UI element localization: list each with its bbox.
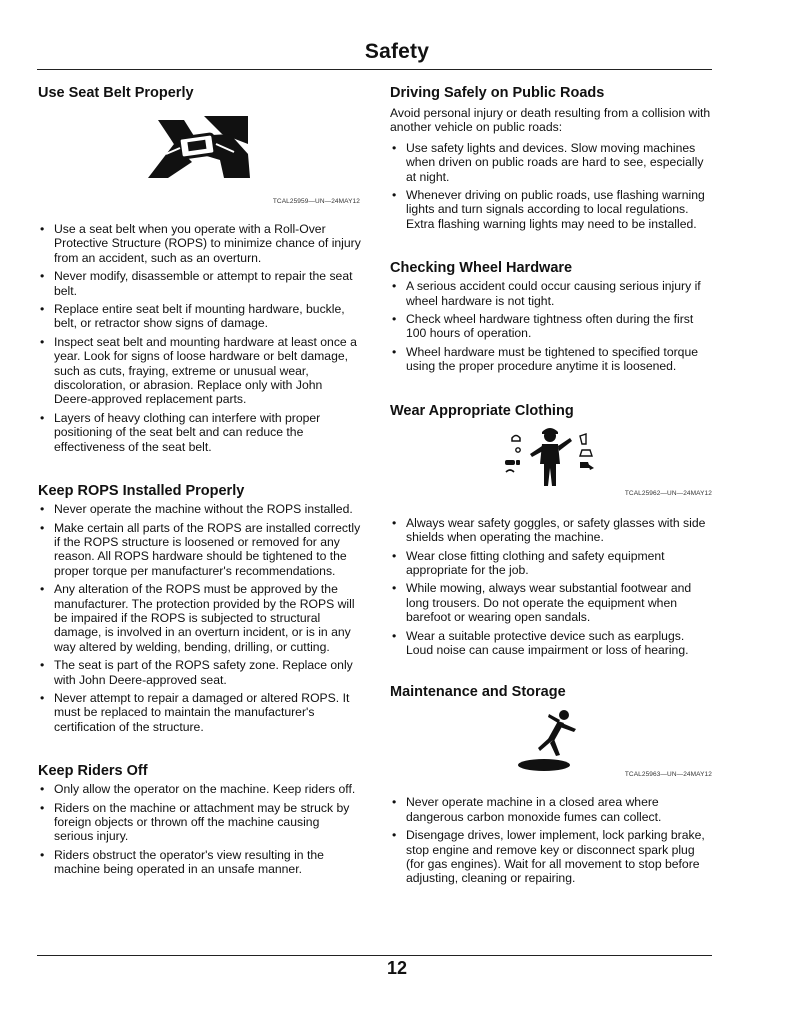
clothing-section bbox=[390, 402, 714, 658]
seat-belt-figure-code: TCAL25959—UN—24MAY12 bbox=[272, 198, 360, 205]
slip-hazard-icon bbox=[514, 707, 584, 773]
list-item: • Replace entire seat belt if mounting hardware, buckle, belt, or retractor show signs of damage. bbox=[38, 302, 362, 331]
public-roads-list bbox=[390, 141, 714, 231]
riders-section bbox=[38, 762, 362, 876]
list-item: • Never operate machine in a closed area where dangerous carbon monoxide fumes can collect. bbox=[390, 795, 714, 824]
maintenance-figure-code: TCAL25963—UN—24MAY12 bbox=[624, 771, 712, 779]
list-item: • Never attempt to repair a damaged or altered ROPS. It must be replaced to maintain the manufacturer's certification of the structure. bbox=[38, 691, 362, 734]
page-number: 12 bbox=[386, 958, 408, 978]
wheel-hardware-list bbox=[390, 279, 714, 373]
list-item: • Riders obstruct the operator's view resulting in the machine being operated in an unsafe manner. bbox=[38, 848, 362, 877]
riders-heading: Keep Riders Off bbox=[38, 763, 148, 780]
right-column bbox=[390, 84, 714, 890]
list-item: • Never operate the machine without the ROPS installed. bbox=[38, 502, 362, 516]
list-item: • Make certain all parts of the ROPS are installed correctly if the ROPS structure is loosened or removed for any reason. All ROPS hardware should be tightened to the proper torque per manufacturer's recommendations. bbox=[38, 521, 362, 579]
seat-belt-heading: Use Seat Belt Properly bbox=[38, 85, 194, 101]
rops-section bbox=[38, 482, 362, 734]
list-item: • A serious accident could occur causing serious injury if wheel hardware is not tight. bbox=[390, 279, 714, 308]
clothing-figure-code: TCAL25962—UN—24MAY12 bbox=[624, 489, 712, 497]
seat-belt-figure bbox=[38, 102, 362, 206]
list-item: • Wheel hardware must be tightened to specified torque using the proper procedure anytime it is loosened. bbox=[390, 345, 714, 374]
left-column bbox=[38, 84, 362, 881]
list-item: • Never modify, disassemble or attempt to repair the seat belt. bbox=[38, 269, 362, 298]
list-item: • Wear a suitable protective device such as earplugs. Loud noise can cause impairment or loss of hearing. bbox=[390, 629, 714, 658]
clothing-figure bbox=[390, 420, 714, 500]
public-roads-heading: Driving Safely on Public Roads bbox=[390, 85, 605, 101]
footer-rule bbox=[37, 955, 712, 956]
list-item: • While mowing, always wear substantial footwear and long trousers. Do not operate the equipment when barefoot or wearing open sandals. bbox=[390, 581, 714, 624]
page-title: Safety bbox=[364, 40, 430, 63]
header-rule bbox=[37, 69, 712, 70]
list-item: • Whenever driving on public roads, use flashing warning lights and turn signals according to local regulations. Extra flashing warning lights may need to be installed. bbox=[390, 188, 714, 231]
wheel-hardware-section bbox=[390, 259, 714, 373]
seat-belt-icon bbox=[144, 114, 254, 182]
list-item: • Riders on the machine or attachment may be struck by foreign objects or thrown off the machine causing serious injury. bbox=[38, 801, 362, 844]
list-item: • Use a seat belt when you operate with a Roll-Over Protective Structure (ROPS) to minimize chance of injury from an accident, such as an overturn. bbox=[38, 222, 362, 265]
riders-list bbox=[38, 782, 362, 876]
maintenance-list bbox=[390, 795, 714, 885]
public-roads-intro: Avoid personal injury or death resulting from a collision with another vehicle on public roads: bbox=[390, 106, 711, 135]
list-item: • Wear close fitting clothing and safety equipment appropriate for the job. bbox=[390, 549, 714, 578]
wheel-hardware-heading: Checking Wheel Hardware bbox=[390, 260, 573, 277]
list-item: • Any alteration of the ROPS must be approved by the manufacturer. The protection provided by the ROPS will be impaired if the ROPS is subjected to structural damage, is involved in an overturn incident, or is in any way altered by welding, bending, drilling, or cutting. bbox=[38, 582, 362, 654]
list-item: • Use safety lights and devices. Slow moving machines when driven on public roads are hard to see, especially at night. bbox=[390, 141, 714, 184]
list-item: • Disengage drives, lower implement, lock parking brake, stop engine and remove key or disconnect spark plug (for gas engines). Wait for all movement to stop before adjusting, cleaning or repairing. bbox=[390, 828, 714, 886]
list-item: • Always wear safety goggles, or safety glasses with side shields when operating the machine. bbox=[390, 516, 714, 545]
seat-belt-section bbox=[38, 84, 362, 454]
seat-belt-list bbox=[38, 222, 362, 454]
public-roads-section bbox=[390, 84, 714, 231]
list-item: • The seat is part of the ROPS safety zone. Replace only with John Deere-approved seat. bbox=[38, 658, 362, 687]
protective-clothing-icon bbox=[500, 424, 600, 488]
maintenance-section bbox=[390, 683, 714, 885]
maintenance-heading: Maintenance and Storage bbox=[390, 684, 566, 701]
clothing-list bbox=[390, 516, 714, 658]
maintenance-figure bbox=[390, 701, 714, 779]
list-item: • Only allow the operator on the machine. Keep riders off. bbox=[38, 782, 362, 796]
rops-heading: Keep ROPS Installed Properly bbox=[38, 483, 245, 500]
clothing-heading: Wear Appropriate Clothing bbox=[390, 402, 574, 419]
list-item: • Inspect seat belt and mounting hardware at least once a year. Look for signs of loose hardware or belt damage, such as cuts, fraying, extreme or unusual wear, discoloration, or abrasion. Replace only with John Deere-approved replacement parts. bbox=[38, 335, 362, 407]
list-item: • Layers of heavy clothing can interfere with proper positioning of the seat belt and can reduce the effectiveness of the seat belt. bbox=[38, 411, 362, 454]
rops-list bbox=[38, 502, 362, 734]
list-item: • Check wheel hardware tightness often during the first 100 hours of operation. bbox=[390, 312, 714, 341]
